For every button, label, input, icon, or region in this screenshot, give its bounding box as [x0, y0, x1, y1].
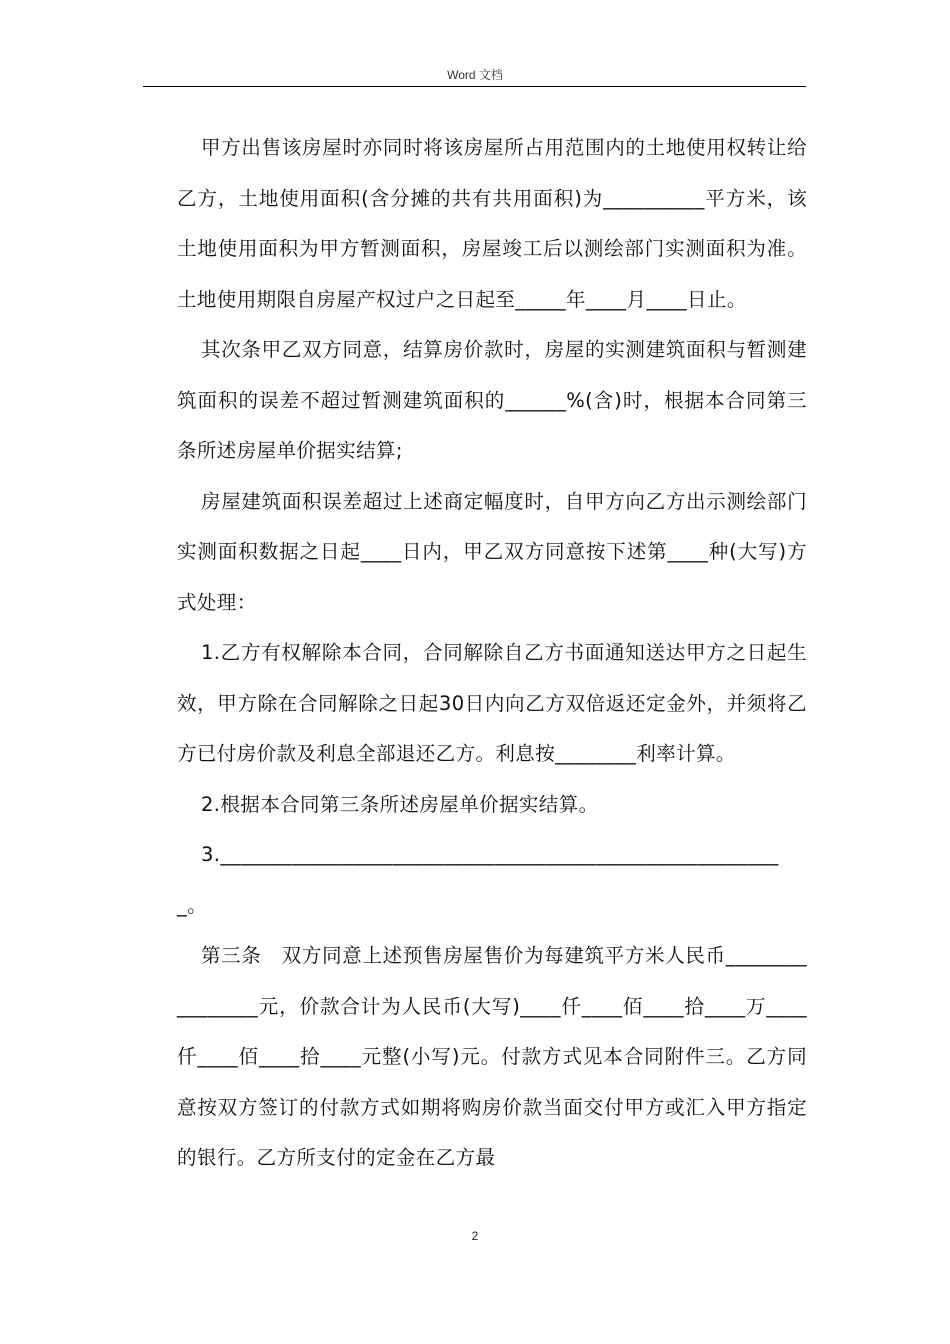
paragraph-area-settlement: 其次条甲乙双方同意，结算房价款时，房屋的实测建筑面积与暂测建筑面积的误差不超过暂测建筑面积的______%(含)时，根据本合同第三条所述房屋单价据实结算;	[177, 338, 807, 462]
page-number: 2	[471, 1229, 479, 1243]
document-header-title: Word 文档	[447, 68, 503, 82]
header-divider	[143, 86, 806, 87]
paragraph-land-use-transfer: 甲方出售该房屋时亦同时将该房屋所占用范围内的土地使用权转让给乙方，土地使用面积(含分摊的共有共用面积)为__________平方米，该土地使用面积为甲方暂测面积，房屋竣工后以测绘部门实测面积为准。土地使用期限自房屋产权过户之日起至_____年____月____日止。	[177, 136, 807, 311]
paragraph-option-1: 1.乙方有权解除本合同，合同解除自乙方书面通知送达甲方之日起生效，甲方除在合同解除之日起30日内向乙方双倍返还定金外，并须将乙方已付房价款及利息全部退还乙方。利息按________利率计算。	[177, 641, 807, 765]
paragraph-option-3: 3.________________________________________________________。	[177, 843, 779, 917]
document-body	[177, 123, 807, 1184]
paragraph-area-error-handling: 房屋建筑面积误差超过上述商定幅度时，自甲方向乙方出示测绘部门实测面积数据之日起____日内，甲乙双方同意按下述第____种(大写)方式处理：	[177, 489, 807, 614]
paragraph-option-2: 2.根据本合同第三条所述房屋单价据实结算。	[201, 792, 599, 816]
paragraph-article-3-price: 第三条 双方同意上述预售房屋售价为每建筑平方米人民币________________元，价款合计为人民币(大写)____仟____佰____拾____万____仟____佰____拾____元整(小写)元。付款方式见本合同附件三。乙方同意按双方签订的付款方式如期将购房价款当面交付甲方或汇入甲方指定的银行。乙方所支付的定金在乙方最	[177, 944, 807, 1169]
